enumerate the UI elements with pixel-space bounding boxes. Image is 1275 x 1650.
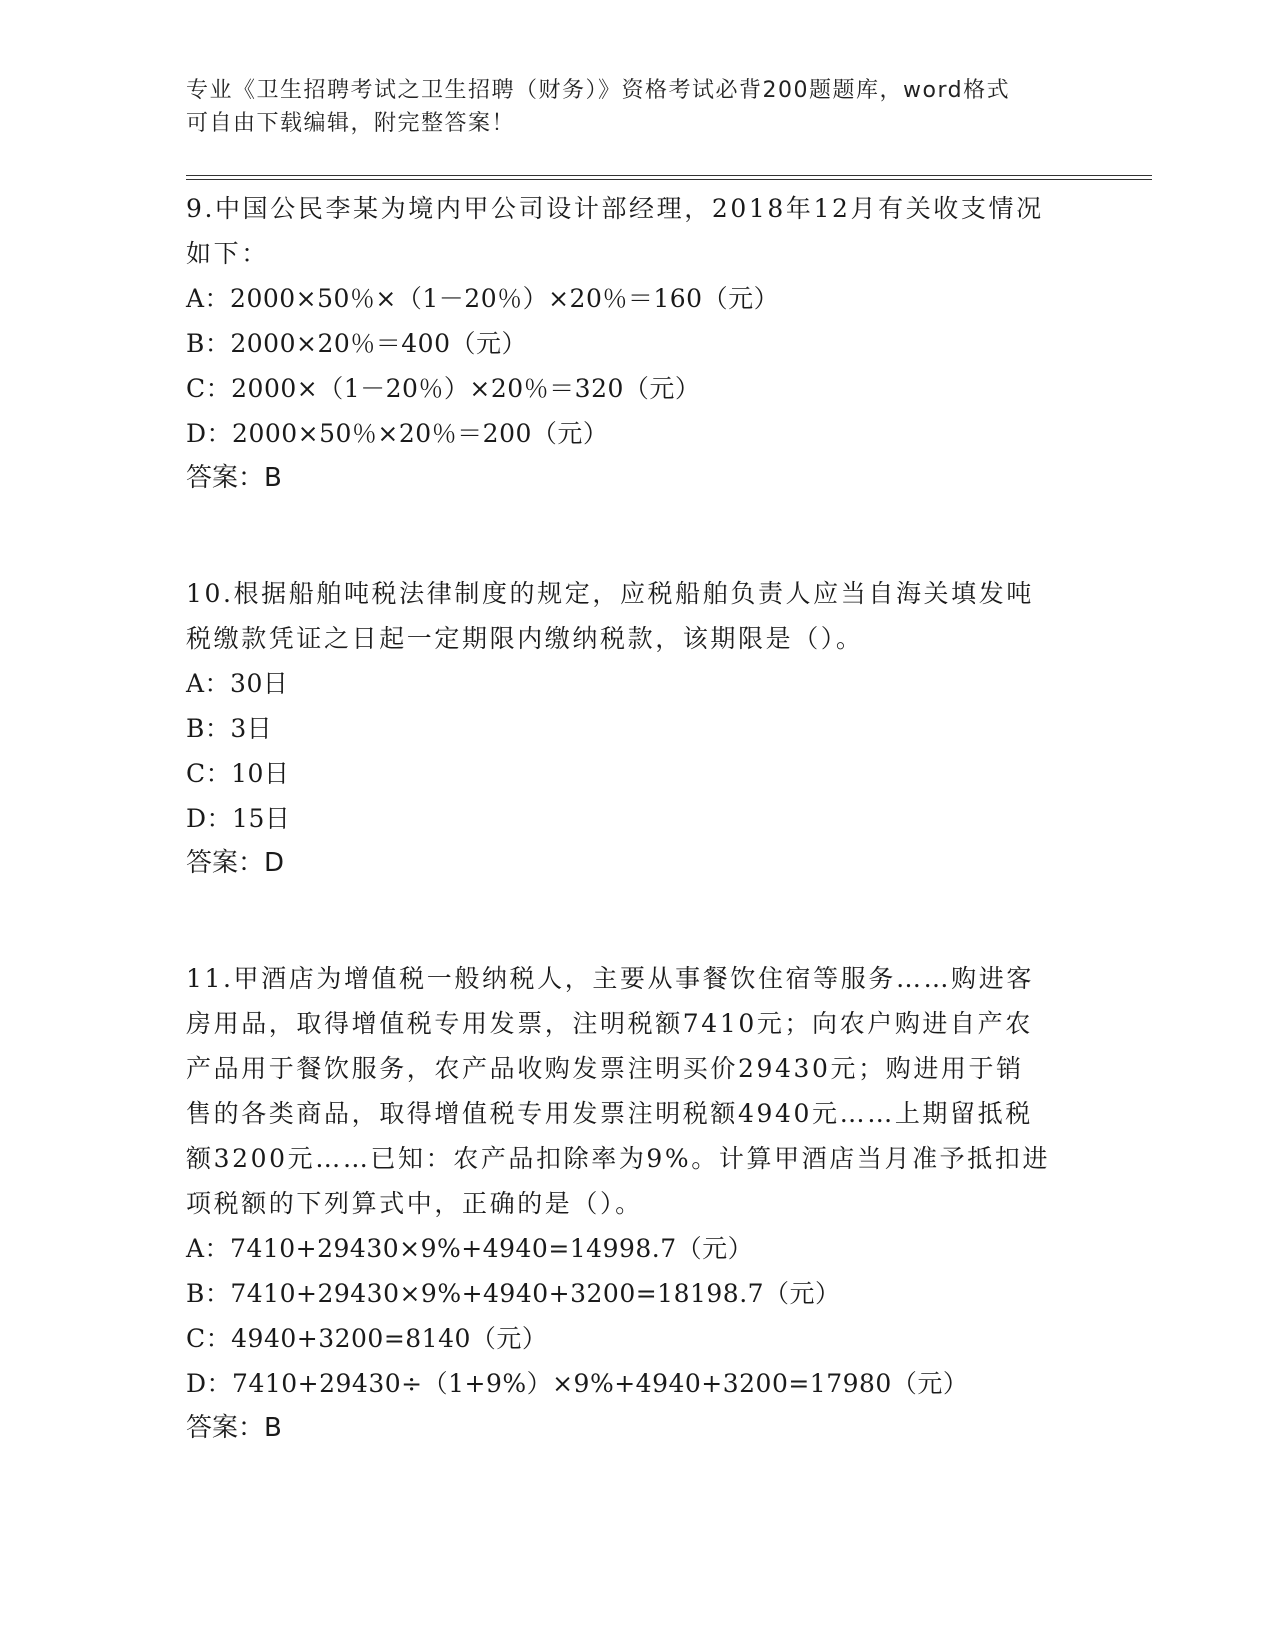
answer: 答案：B: [186, 463, 282, 493]
option-a: A：2000×50％×（1－20％）×20％＝160（元）: [186, 284, 780, 313]
answer: 答案：D: [186, 848, 285, 878]
question-spacer: [186, 886, 1086, 956]
option-c: C：2000×（1－20％）×20％＝320（元）: [186, 374, 701, 403]
question-text-line: 项税额的下列算式中，正确的是（）。: [186, 1189, 643, 1218]
header-line-1: 专业《卫生招聘考试之卫生招聘（财务）》资格考试必背200题题库，word格式: [186, 78, 1011, 103]
header-line-2: 可自由下载编辑，附完整答案！: [186, 111, 516, 136]
question-spacer: [186, 501, 1086, 571]
question-text-line: 10.根据船舶吨税法律制度的规定，应税船舶负责人应当自海关填发吨: [186, 579, 1034, 608]
option-a: A：7410+29430×9%+4940=14998.7（元）: [186, 1234, 754, 1263]
question-9: [186, 186, 1086, 501]
option-a: A：30日: [186, 669, 289, 698]
question-list: [186, 186, 1086, 1451]
question-11: [186, 956, 1086, 1451]
option-b: B：7410+29430×9%+4940+3200=18198.7（元）: [186, 1279, 841, 1308]
question-text-line: 税缴款凭证之日起一定期限内缴纳税款，该期限是（）。: [186, 624, 864, 653]
question-text-line: 额3200元……已知：农产品扣除率为9%。计算甲酒店当月准予抵扣进: [186, 1144, 1051, 1173]
header-divider: [186, 175, 1152, 180]
option-b: B：2000×20％＝400（元）: [186, 329, 527, 358]
answer: 答案：B: [186, 1413, 282, 1443]
question-text-line: 如下：: [186, 239, 269, 268]
question-text-line: 房用品，取得增值税专用发票，注明税额7410元；向农户购进自产农: [186, 1009, 1033, 1038]
option-d: D：15日: [186, 804, 291, 833]
option-d: D：2000×50％×20％＝200（元）: [186, 419, 609, 448]
question-text-line: 9.中国公民李某为境内甲公司设计部经理，2018年12月有关收支情况: [186, 194, 1044, 223]
option-b: B：3日: [186, 714, 273, 743]
option-c: C：10日: [186, 759, 290, 788]
question-text-line: 产品用于餐饮服务，农产品收购发票注明买价29430元；购进用于销: [186, 1054, 1024, 1083]
question-text-line: 售的各类商品，取得增值税专用发票注明税额4940元……上期留抵税: [186, 1099, 1033, 1128]
question-10: [186, 571, 1086, 886]
option-c: C：4940+3200=8140（元）: [186, 1324, 548, 1353]
question-text-line: 11.甲酒店为增值税一般纳税人，主要从事餐饮住宿等服务……购进客: [186, 964, 1034, 993]
option-d: D：7410+29430÷（1+9%）×9%+4940+3200=17980（元）: [186, 1369, 969, 1398]
document-header: [186, 74, 1086, 140]
